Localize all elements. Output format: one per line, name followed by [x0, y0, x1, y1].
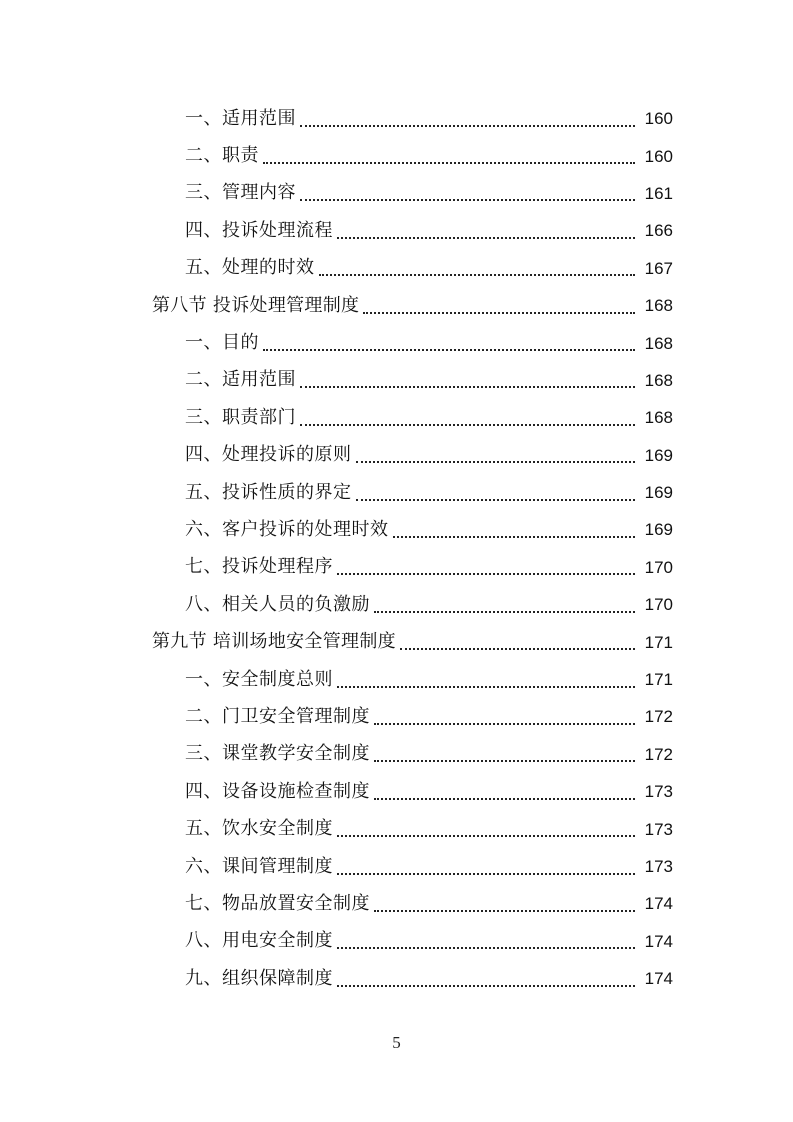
toc-entry[interactable]	[0, 212, 793, 249]
toc-entry-label: 二、门卫安全管理制度	[185, 705, 370, 727]
toc-entry-page: 161	[644, 183, 673, 203]
toc-entry-page: 167	[644, 258, 673, 278]
toc-entry-label: 三、职责部门	[185, 406, 296, 428]
dot-leader	[337, 967, 635, 987]
toc-entry-label: 三、管理内容	[185, 182, 296, 204]
dot-leader	[374, 742, 635, 762]
dot-leader	[337, 929, 635, 949]
toc-entry-page: 166	[644, 221, 673, 241]
toc-entry[interactable]	[0, 250, 793, 287]
toc-entry[interactable]	[0, 137, 793, 174]
toc-entry[interactable]	[0, 399, 793, 436]
toc-entry-page: 173	[644, 819, 673, 839]
toc-entry-label: 四、投诉处理流程	[185, 219, 333, 241]
dot-leader	[337, 555, 635, 575]
table-of-contents	[0, 100, 793, 997]
dot-leader	[374, 593, 635, 613]
toc-entry-label: 八、相关人员的负激励	[185, 593, 370, 615]
dot-leader	[263, 144, 635, 164]
dot-leader	[337, 219, 635, 239]
toc-entry[interactable]	[0, 960, 793, 997]
dot-leader	[300, 368, 635, 388]
toc-entry-label: 第八节 投诉处理管理制度	[152, 294, 360, 316]
toc-entry-page: 174	[644, 969, 673, 989]
dot-leader	[374, 892, 635, 912]
toc-entry[interactable]	[0, 362, 793, 399]
toc-entry-page: 172	[644, 707, 673, 727]
toc-entry-label: 二、适用范围	[185, 369, 296, 391]
toc-entry-page: 171	[644, 632, 673, 652]
toc-entry[interactable]	[0, 661, 793, 698]
toc-section-heading[interactable]	[0, 623, 793, 660]
toc-entry-page: 168	[644, 333, 673, 353]
toc-entry-label: 七、物品放置安全制度	[185, 892, 370, 914]
dot-leader	[356, 443, 636, 463]
toc-entry-page: 171	[644, 670, 673, 690]
toc-entry-page: 172	[644, 744, 673, 764]
toc-entry-page: 173	[644, 857, 673, 876]
toc-entry[interactable]	[0, 324, 793, 361]
toc-entry-label: 第九节 培训场地安全管理制度	[152, 631, 396, 653]
toc-entry[interactable]	[0, 810, 793, 847]
toc-entry-label: 七、投诉处理程序	[185, 556, 333, 578]
toc-entry-label: 三、课堂教学安全制度	[185, 743, 370, 765]
toc-entry-label: 六、客户投诉的处理时效	[185, 518, 389, 540]
toc-entry-page: 174	[644, 931, 673, 951]
dot-leader	[363, 294, 635, 314]
toc-entry-label: 九、组织保障制度	[185, 967, 333, 989]
toc-entry-page: 168	[644, 408, 673, 428]
toc-entry-page: 170	[644, 595, 673, 615]
toc-entry-label: 一、安全制度总则	[185, 668, 333, 690]
toc-entry-label: 五、处理的时效	[185, 257, 315, 279]
toc-entry[interactable]	[0, 698, 793, 735]
toc-entry-page: 174	[644, 894, 673, 914]
toc-entry[interactable]	[0, 437, 793, 474]
toc-entry-label: 四、设备设施检查制度	[185, 780, 370, 802]
dot-leader	[300, 181, 635, 201]
dot-leader	[400, 630, 635, 650]
dot-leader	[374, 705, 635, 725]
dot-leader	[263, 331, 635, 351]
toc-entry[interactable]	[0, 773, 793, 810]
toc-entry-page: 169	[644, 445, 673, 465]
toc-entry[interactable]	[0, 848, 793, 885]
toc-entry-page: 160	[644, 146, 673, 166]
toc-entry-label: 八、用电安全制度	[185, 930, 333, 952]
toc-entry-label: 四、处理投诉的原则	[185, 444, 352, 466]
toc-entry-page: 170	[644, 557, 673, 577]
dot-leader	[319, 256, 636, 276]
dot-leader	[337, 668, 635, 688]
dot-leader	[337, 817, 635, 837]
toc-entry[interactable]	[0, 474, 793, 511]
dot-leader	[300, 107, 635, 127]
toc-entry[interactable]	[0, 885, 793, 922]
toc-entry-label: 一、目的	[185, 332, 259, 354]
toc-entry-label: 六、课间管理制度	[185, 855, 333, 877]
toc-entry[interactable]	[0, 586, 793, 623]
toc-entry[interactable]	[0, 549, 793, 586]
toc-entry-page: 168	[644, 296, 673, 316]
toc-entry[interactable]	[0, 175, 793, 212]
dot-leader	[356, 481, 636, 501]
dot-leader	[337, 855, 635, 875]
toc-entry-label: 五、投诉性质的界定	[185, 481, 352, 503]
dot-leader	[374, 780, 635, 800]
toc-entry[interactable]	[0, 736, 793, 773]
toc-entry-label: 二、职责	[185, 145, 259, 167]
toc-entry-page: 169	[644, 520, 673, 540]
toc-entry-page: 173	[644, 782, 673, 802]
toc-entry[interactable]	[0, 100, 793, 137]
dot-leader	[300, 406, 635, 426]
toc-entry-page: 160	[644, 109, 673, 129]
toc-entry-label: 五、饮水安全制度	[185, 818, 333, 840]
toc-entry-label: 一、适用范围	[185, 107, 296, 129]
toc-entry-page: 168	[644, 370, 673, 390]
toc-entry[interactable]	[0, 511, 793, 548]
toc-entry[interactable]	[0, 923, 793, 960]
page-number: 5	[392, 1033, 401, 1052]
toc-section-heading[interactable]	[0, 287, 793, 324]
dot-leader	[393, 518, 636, 538]
toc-entry-page: 169	[644, 483, 673, 503]
